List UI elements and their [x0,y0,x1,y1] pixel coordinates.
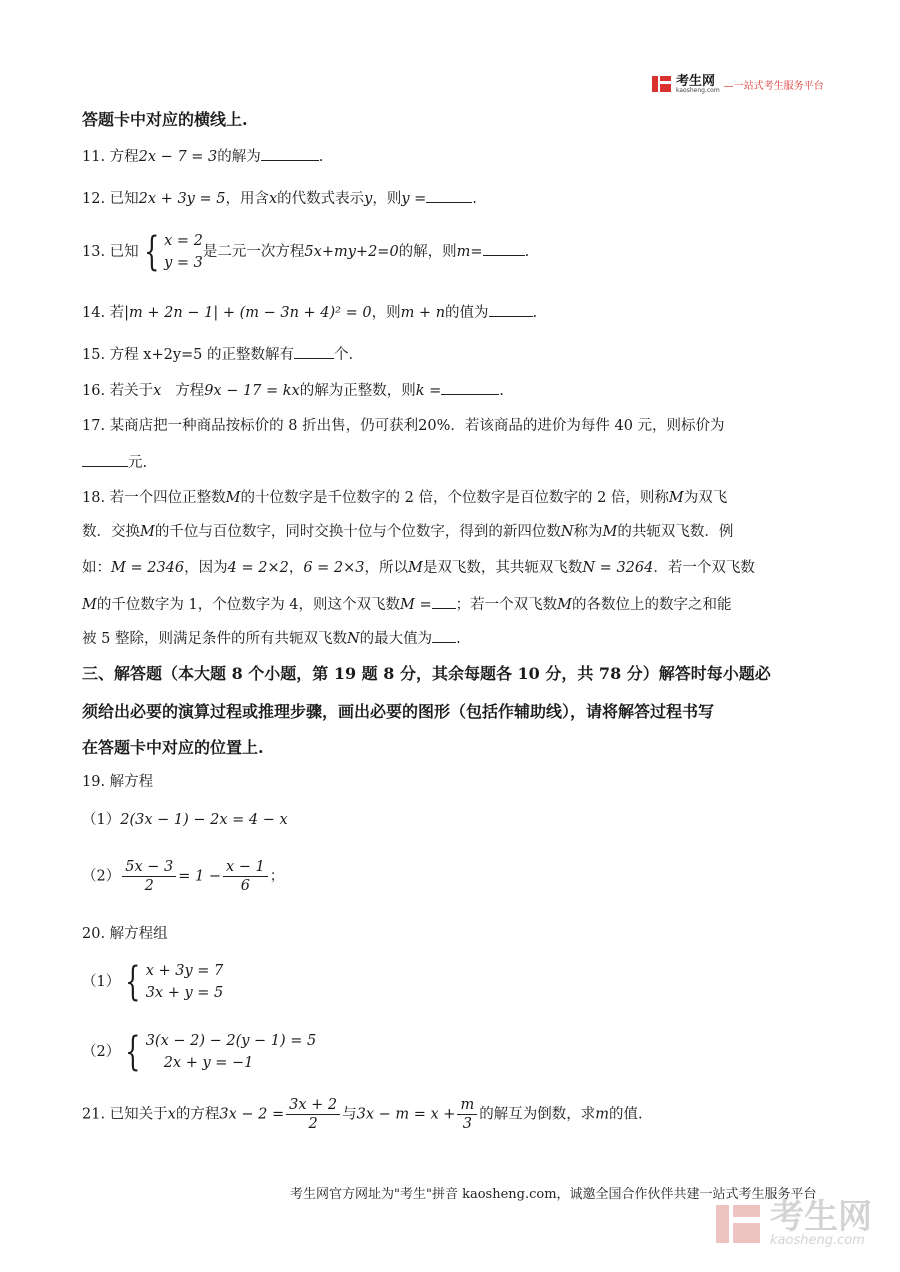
question-19-part2: （2） $\frac{5x - 3}{2}$ = 1 − $\frac{x - 1}{6}$ ； [82,859,285,894]
question-19-title: 19. 解方程 [82,774,154,790]
intro-line: 答题卡中对应的横线上. [82,110,248,129]
watermark-domain: kaosheng.com [770,1233,865,1248]
question-18-line1: 18. 若一个四位正整数M的十位数字是千位数字的 2 倍，个位数字是百位数字的 2 倍，则称M为双飞 [82,490,728,506]
question-20-part2: （2） { 3(x − 2) − 2(y − 1) = 5 2x + y = −1 [82,1029,317,1075]
kaosheng-logo-icon [652,74,672,94]
fraction: $\frac{m}{3}$ [457,1096,477,1133]
section-3-heading-line2: 须给出必要的演算过程或推理步骤，画出必要的图形（包括作辅助线），请将解答过程书写 [82,702,715,721]
question-16: 16. 若关于x 方程9x − 17 = kx的解为正整数，则k = . [82,380,504,401]
question-15: 15. 方程 x+2y=5 的正整数解有 个. [82,344,353,365]
answer-blank [483,241,525,256]
watermark-logo-icon [716,1201,762,1247]
answer-blank [294,344,334,359]
header-logo [652,74,824,94]
answer-blank [432,628,456,643]
section-3-heading-line3: 在答题卡中对应的位置上. [82,738,264,757]
question-20-title: 20. 解方程组 [82,926,168,942]
watermark-name: 考生网 [770,1197,872,1237]
equation-system: { x = 2 y = 3 [143,229,203,275]
logo-domain: kaosheng.com [676,86,720,94]
logo-slogan: —一站式考生服务平台 [723,80,824,92]
question-12: 12. 已知2x + 3y = 5，用含x的代数式表示y，则y = . [82,188,477,209]
question-18-line2: 数．交换M的千位与百位数字，同时交换十位与个位数字，得到的新四位数N称为M的共轭双飞数．例 [82,524,734,540]
answer-blank [441,380,499,395]
equation-system: { x + 3y = 7 3x + y = 5 [125,959,224,1005]
equation-system: { 3(x − 2) − 2(y − 1) = 5 2x + y = −1 [125,1029,317,1075]
answer-blank [432,594,456,609]
answer-blank [426,188,472,203]
question-11: 11. 方程2x − 7 = 3的解为 . [82,146,323,167]
question-19-part1: （1）2(3x − 1) − 2x = 4 − x [82,812,288,828]
question-13: 13. 已知 { x = 2 y = 3 是二元一次方程5x+my+2=0的解，则m= . [82,229,530,275]
fraction: $\frac{x - 1}{6}$ [223,858,268,895]
answer-blank [489,302,533,317]
question-18-line3: 如：M = 2346，因为4 = 2×2，6 = 2×3，所以M是双飞数，其共轭双飞数N = 3264．若一个双飞数 [82,560,755,576]
section-3-heading-line1: 三、解答题（本大题 8 个小题，第 19 题 8 分，其余每题各 10 分，共 78 分）解答时每小题必 [82,664,771,683]
answer-blank [82,452,128,467]
fraction: $\frac{5x - 3}{2}$ [122,858,176,895]
logo-name: 考生网 [676,73,716,89]
fraction: $\frac{3x + 2}{2}$ [286,1096,340,1133]
question-14: 14. 若|m + 2n − 1| + (m − 3n + 4)² = 0，则m + n的值为 . [82,302,537,323]
question-17-line2: 元. [82,452,147,473]
question-18-line5: 被 5 整除，则满足条件的所有共轭双飞数N的最大值为 . [82,628,461,649]
question-21: 21. 已知关于x的方程3x − 2 = $\frac{3x + 2}{2}$ 与3x − m = x + $\frac{m}{3}$ 的解互为倒数，求m的值. [82,1097,643,1132]
question-20-part1: （1） { x + 3y = 7 3x + y = 5 [82,959,224,1005]
question-17-line1: 17. 某商店把一种商品按标价的 8 折出售，仍可获利20%．若该商品的进价为每件 40 元，则标价为 [82,418,725,434]
watermark [716,1197,872,1248]
answer-blank [261,146,319,161]
footer-text: 考生网官方网址为"考生"拼音 kaosheng.com，诚邀全国合作伙伴共建一站式考生服务平台 [290,1187,817,1202]
question-18-line4: M的千位数字为 1，个位数字为 4，则这个双飞数M = ；若一个双飞数M的各数位上的数字之和能 [82,594,732,615]
